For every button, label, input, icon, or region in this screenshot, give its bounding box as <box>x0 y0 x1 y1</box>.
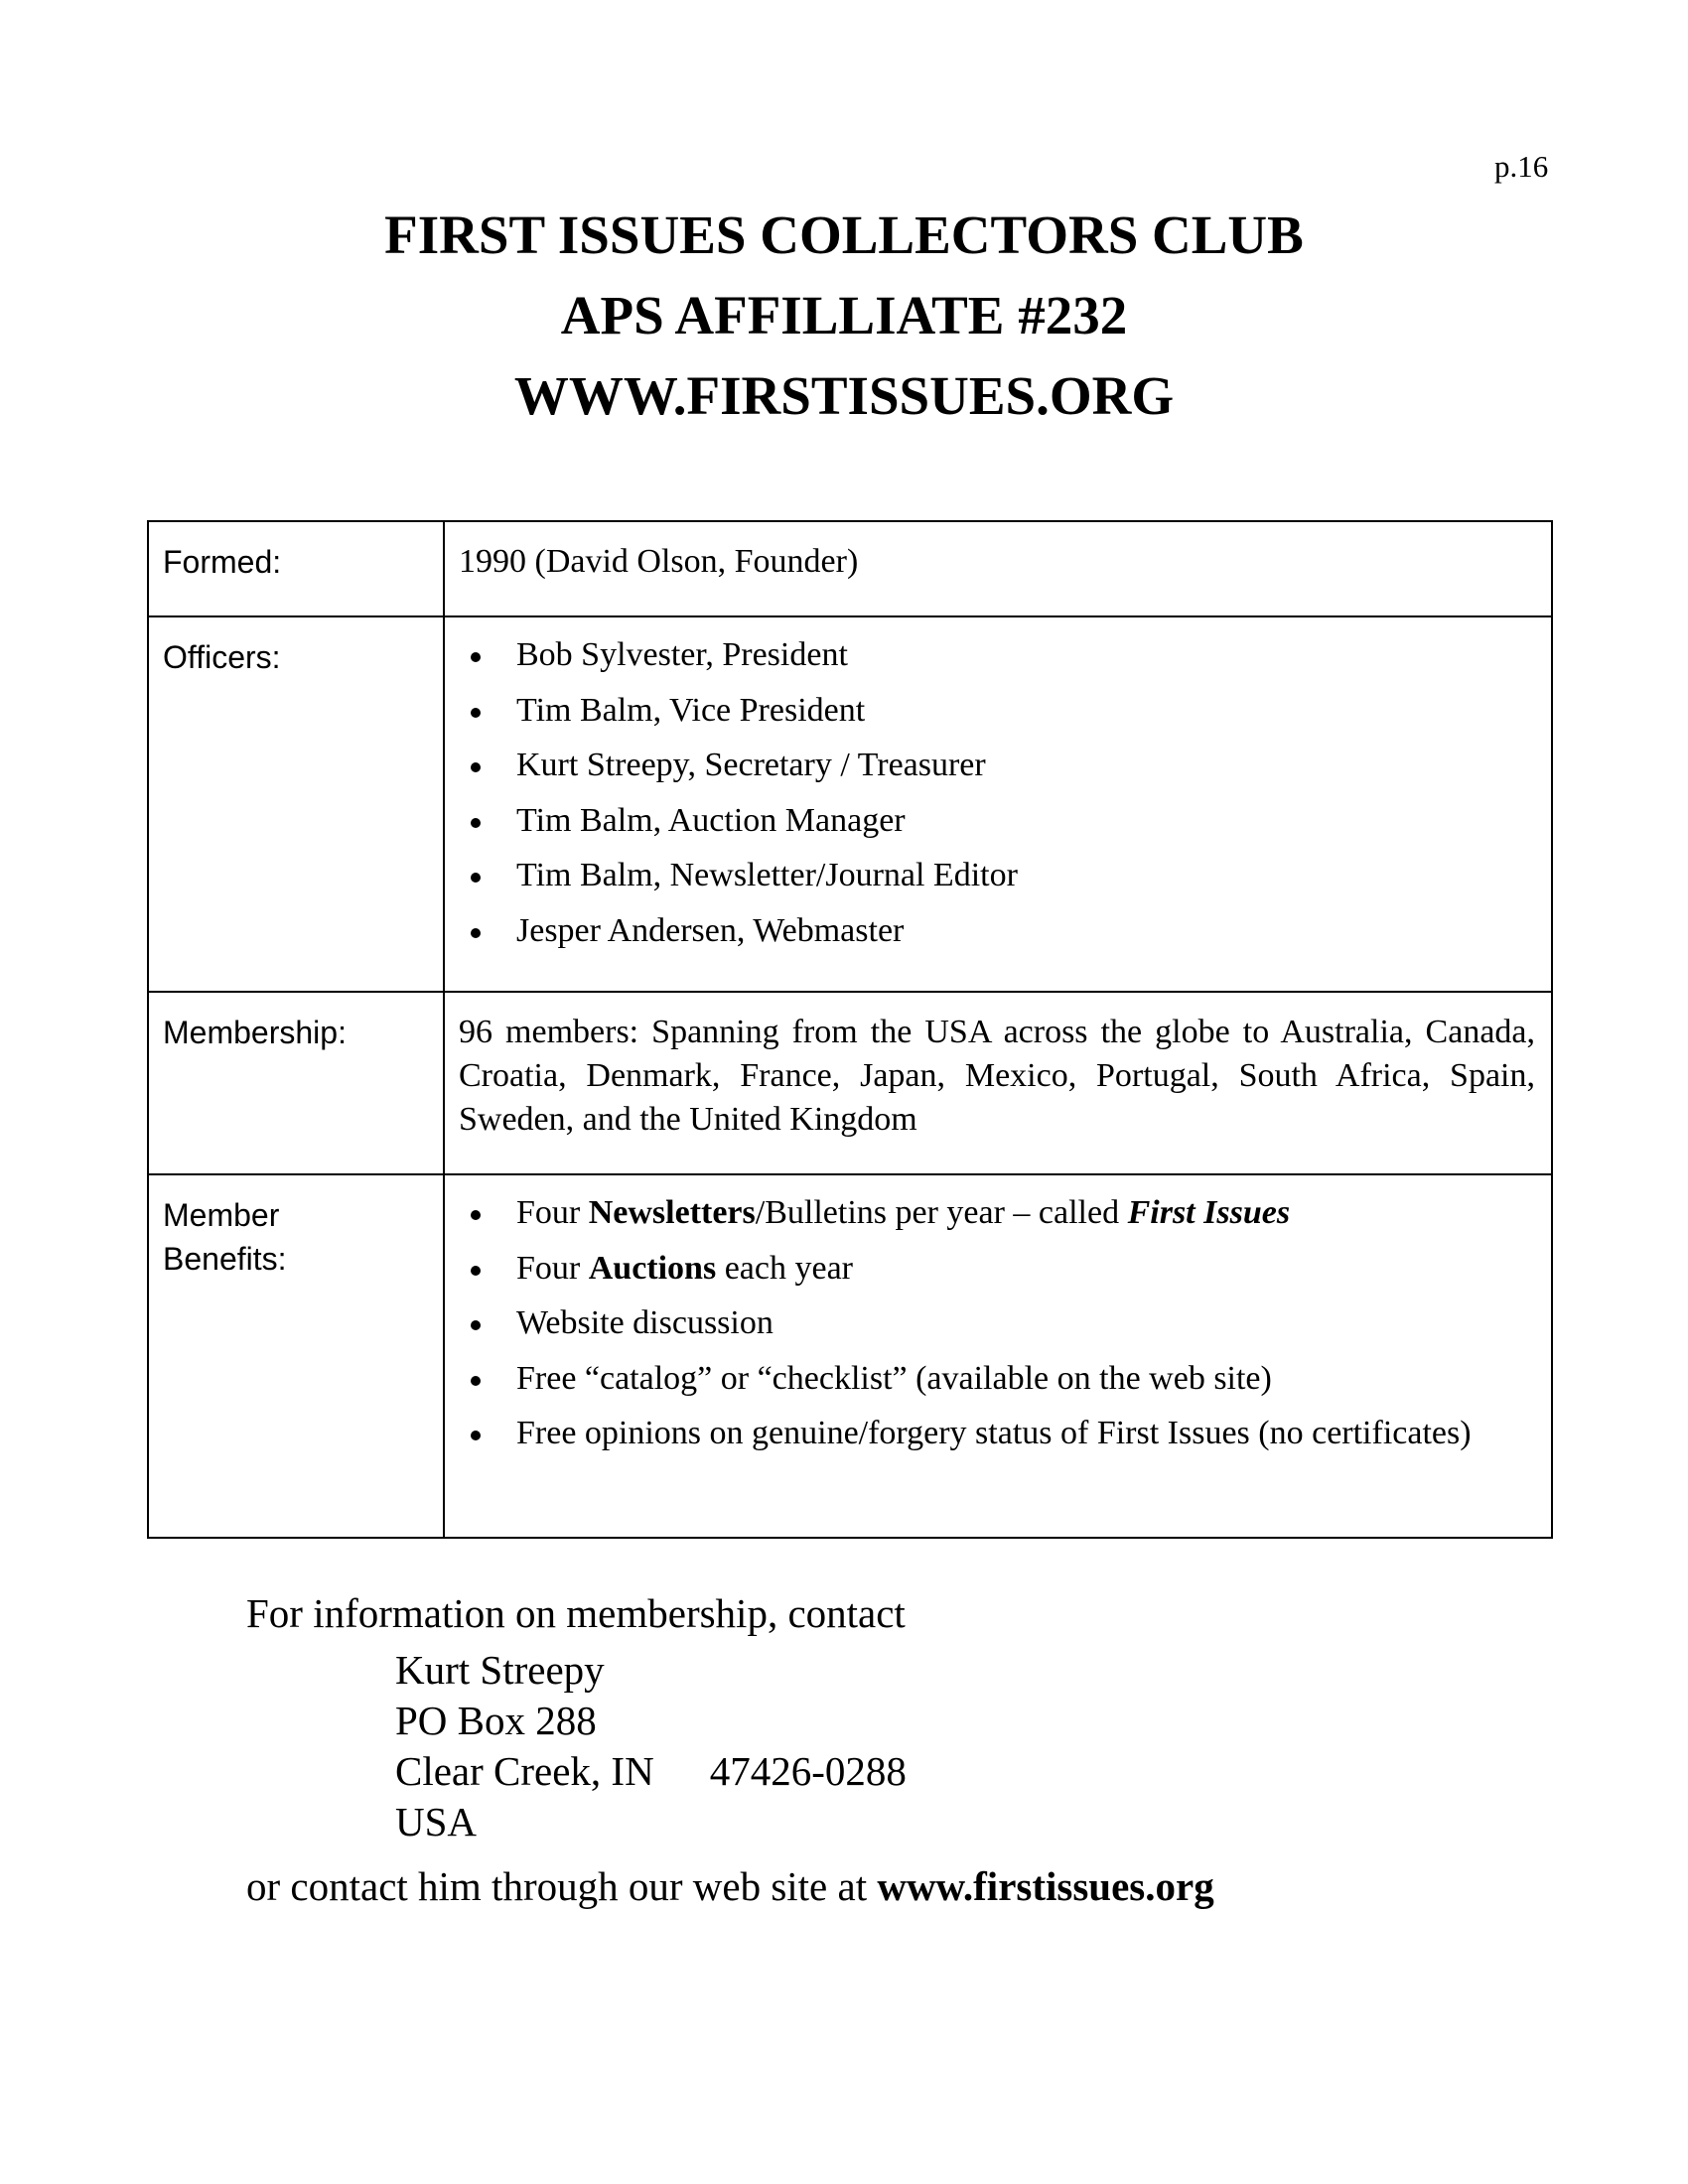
benefits-list <box>459 1175 1535 1455</box>
benefit-text: each year <box>716 1249 853 1287</box>
membership-label: Membership: <box>148 992 444 1174</box>
benefit-text: /Bulletins per year – called <box>755 1194 1128 1231</box>
officer-item <box>459 633 1535 677</box>
mailing-address <box>395 1645 1214 1847</box>
zip-code: 47426-0288 <box>709 1748 907 1794</box>
benefit-text: Free opinions on genuine/forgery status of First Issues (no certificates) <box>516 1415 1472 1451</box>
benefit-item-catalog <box>459 1357 1535 1401</box>
benefit-text: Free “catalog” or “checklist” (available on the web site) <box>516 1359 1272 1397</box>
benefit-bold-text: Newsletters <box>588 1194 756 1231</box>
officer-text: Kurt Streepy, Secretary / Treasurer <box>516 747 986 783</box>
page-heading <box>0 195 1688 436</box>
benefits-cell <box>444 1174 1552 1538</box>
benefits-label-line1: Member <box>163 1197 280 1233</box>
officer-text: Jesper Andersen, Webmaster <box>516 911 905 949</box>
bullet-icon <box>471 1376 481 1386</box>
bullet-icon <box>471 652 481 662</box>
benefit-item-website <box>459 1301 1535 1345</box>
officer-text: Tim Balm, Vice President <box>516 691 866 729</box>
po-box: PO Box 288 <box>395 1698 597 1743</box>
website-title: WWW.FIRSTISSUES.ORG <box>513 365 1175 426</box>
officer-item <box>459 854 1535 897</box>
bullet-icon <box>471 1431 481 1440</box>
bullet-icon <box>471 708 481 718</box>
benefit-item-newsletters <box>459 1191 1535 1235</box>
benefit-item-opinions <box>459 1412 1535 1455</box>
membership-value: 96 members: Spanning from the USA across the globe to Australia, Canada, Croatia, Denmark, France, Japan, Mexico, Portugal, South Africa, Spain, Sweden, and the United Kingdom <box>444 992 1552 1174</box>
city-state-zip <box>395 1746 1214 1797</box>
contact-intro: For information on membership, contact <box>246 1590 906 1636</box>
bullet-icon <box>471 1320 481 1330</box>
officer-item <box>459 799 1535 843</box>
website-link[interactable]: www.firstissues.org <box>877 1863 1214 1909</box>
contact-outro <box>246 1861 1214 1912</box>
benefits-label-line2: Benefits: <box>163 1241 287 1277</box>
benefit-text: Website discussion <box>516 1304 774 1341</box>
formed-value: 1990 (David Olson, Founder) <box>444 521 1552 616</box>
newsletter-title: First Issues <box>1127 1194 1291 1231</box>
officer-item <box>459 689 1535 733</box>
bullet-icon <box>471 1266 481 1276</box>
bullet-icon <box>471 928 481 938</box>
officer-item <box>459 909 1535 953</box>
bullet-icon <box>471 762 481 772</box>
benefits-label <box>148 1174 444 1538</box>
officers-label: Officers: <box>148 616 444 992</box>
row-formed <box>148 521 1552 616</box>
club-info-table <box>147 520 1553 1539</box>
formed-label: Formed: <box>148 521 444 616</box>
contact-name: Kurt Streepy <box>395 1647 605 1693</box>
row-membership <box>148 992 1552 1174</box>
bullet-icon <box>471 1210 481 1220</box>
benefit-text: Four <box>516 1194 589 1231</box>
row-benefits <box>148 1174 1552 1538</box>
contact-section <box>246 1588 1214 1912</box>
officer-text: Bob Sylvester, President <box>516 636 848 673</box>
officer-item <box>459 744 1535 787</box>
club-name: FIRST ISSUES COLLECTORS CLUB <box>384 205 1304 265</box>
bullet-icon <box>471 818 481 828</box>
officers-list <box>459 617 1535 953</box>
officer-text: Tim Balm, Auction Manager <box>516 801 906 839</box>
benefit-text: Four <box>516 1249 589 1287</box>
page-number: p.16 <box>1494 149 1549 184</box>
benefit-bold-text: Auctions <box>588 1249 717 1287</box>
benefit-item-auctions <box>459 1247 1535 1291</box>
row-officers <box>148 616 1552 992</box>
officers-cell <box>444 616 1552 992</box>
affiliate-number: APS AFFILLIATE #232 <box>560 285 1128 345</box>
bullet-icon <box>471 873 481 883</box>
city-state: Clear Creek, IN <box>395 1748 654 1794</box>
officer-text: Tim Balm, Newsletter/Journal Editor <box>516 857 1018 893</box>
country: USA <box>395 1799 478 1844</box>
outro-text: or contact him through our web site at <box>246 1863 878 1909</box>
